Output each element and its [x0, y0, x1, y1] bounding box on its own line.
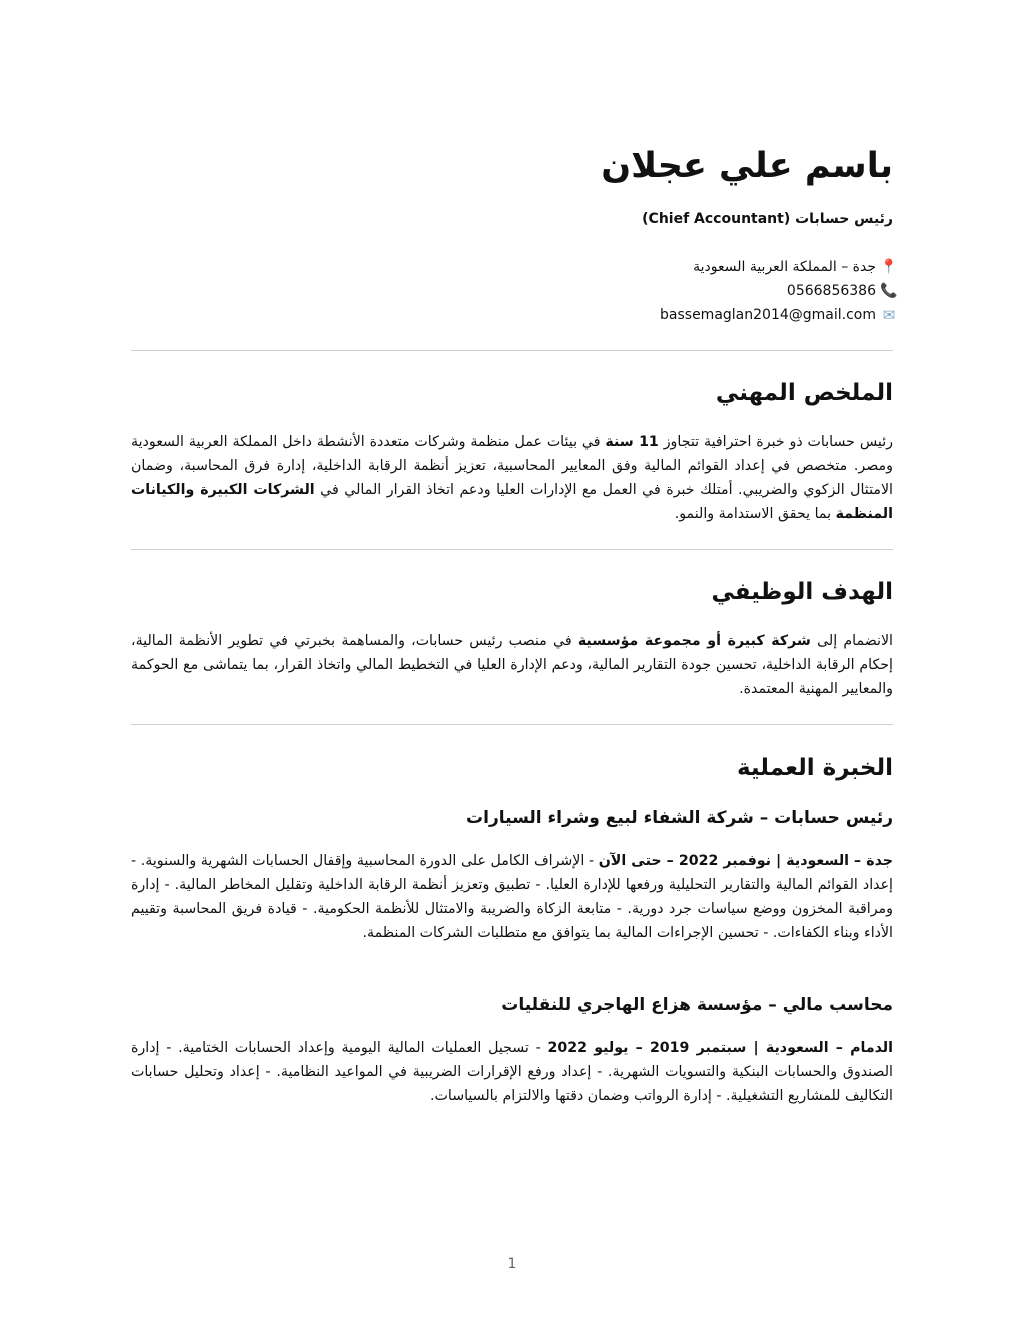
summary-text-part: في بيئات عمل منظمة وشركات متعددة الأنشطة داخل المملكة العربية السعودية ومصر. متخصص في إعداد القوائم المالية وفق المعايير المحاسبية، تعزيز أنظمة الرقابة الداخلية، إدارة فرق المحاسبة، وضمان الامتثال الزكوي والضريبي. أمتلك خبرة في العمل مع الإدارات العليا ودعم اتخاذ القرار المالي في: [131, 434, 893, 498]
candidate-job-title: رئيس حسابات (Chief Accountant): [642, 211, 893, 227]
section-divider: [131, 350, 893, 351]
email-text: bassemaglan2014@gmail.com: [660, 307, 876, 323]
job-heading: رئيس حسابات – شركة الشفاء لبيع وشراء السيارات: [466, 808, 893, 828]
page-number: 1: [507, 1256, 517, 1272]
email-line: [660, 303, 899, 327]
phone-text: 0566856386: [786, 283, 876, 299]
location-line: [660, 255, 899, 279]
job-description: [131, 1036, 893, 1108]
pin-icon: 📍: [880, 259, 898, 275]
job-description: [131, 849, 893, 945]
summary-title: الملخص المهني: [715, 380, 893, 406]
objective-text-part: الانضمام إلى: [810, 633, 893, 649]
objective-company-highlight: شركة كبيرة أو مجموعة مؤسسية: [577, 633, 811, 649]
summary-text-part: بما يحقق الاستدامة والنمو.: [674, 506, 836, 522]
summary-companies-highlight: الشركات الكبيرة والكيانات المنظمة: [131, 482, 893, 522]
phone-line: [660, 279, 899, 303]
job-meta: الدمام – السعودية | سبتمبر 2019 – يوليو 2022: [547, 1040, 893, 1056]
job-meta: جدة – السعودية | نوفمبر 2022 – حتى الآن: [598, 853, 893, 869]
experience-title: الخبرة العملية: [736, 755, 893, 781]
location-text: جدة – المملكة العربية السعودية: [693, 259, 876, 275]
section-divider: [131, 549, 893, 550]
summary-text: [131, 430, 893, 526]
job-details: - الإشراف الكامل على الدورة المحاسبية وإقفال الحسابات الشهرية والسنوية. - إعداد القوائم المالية والتقارير التحليلية ورفعها للإدارة العليا. - تطبيق وتعزيز أنظمة الرقابة الداخلية وتقليل المخاطر المالية. - إدارة ومراقبة المخزون ووضع سياسات جرد دورية. - متابعة الزكاة والضريبة والامتثال للأنظمة الحكومية. - قيادة فريق المحاسبة وتقييم الأداء وبناء الكفاءات. - تحسين الإجراءات المالية بما يتوافق مع متطلبات الشركات المنظمة.: [131, 853, 893, 941]
job-heading: محاسب مالي – مؤسسة هزاع الهاجري للنقليات: [501, 995, 893, 1015]
summary-text-part: رئيس حسابات ذو خبرة احترافية تتجاوز: [658, 434, 893, 450]
section-divider: [131, 724, 893, 725]
job-details: - تسجيل العمليات المالية اليومية وإعداد الحسابات الختامية. - إدارة الصندوق والحسابات البنكية والتسويات الشهرية. - إعداد ورفع الإقرارات الضريبية في المواعيد النظامية. - إعداد وتحليل حسابات التكاليف للمشاريع التشغيلية. - إدارة الرواتب وضمان دقتها والالتزام بالسياسات.: [131, 1040, 893, 1104]
objective-text-part: في منصب رئيس حسابات، والمساهمة بخبرتي في تطوير الأنظمة المالية، إحكام الرقابة الداخلية، تحسين جودة التقارير المالية، ودعم الإدارة العليا في التخطيط المالي واتخاذ القرار، بما يتماشى مع الحوكمة والمعايير المهنية المعتمدة.: [131, 633, 893, 697]
objective-text: [131, 629, 893, 701]
contact-info: [660, 255, 899, 327]
objective-title: الهدف الوظيفي: [711, 579, 893, 605]
phone-icon: 📞: [880, 283, 898, 299]
candidate-name: باسم علي عجلان: [601, 146, 893, 186]
envelope-icon: ✉: [882, 306, 896, 324]
summary-years-highlight: 11 سنة: [605, 434, 659, 450]
resume-page: [131, 0, 898, 1325]
